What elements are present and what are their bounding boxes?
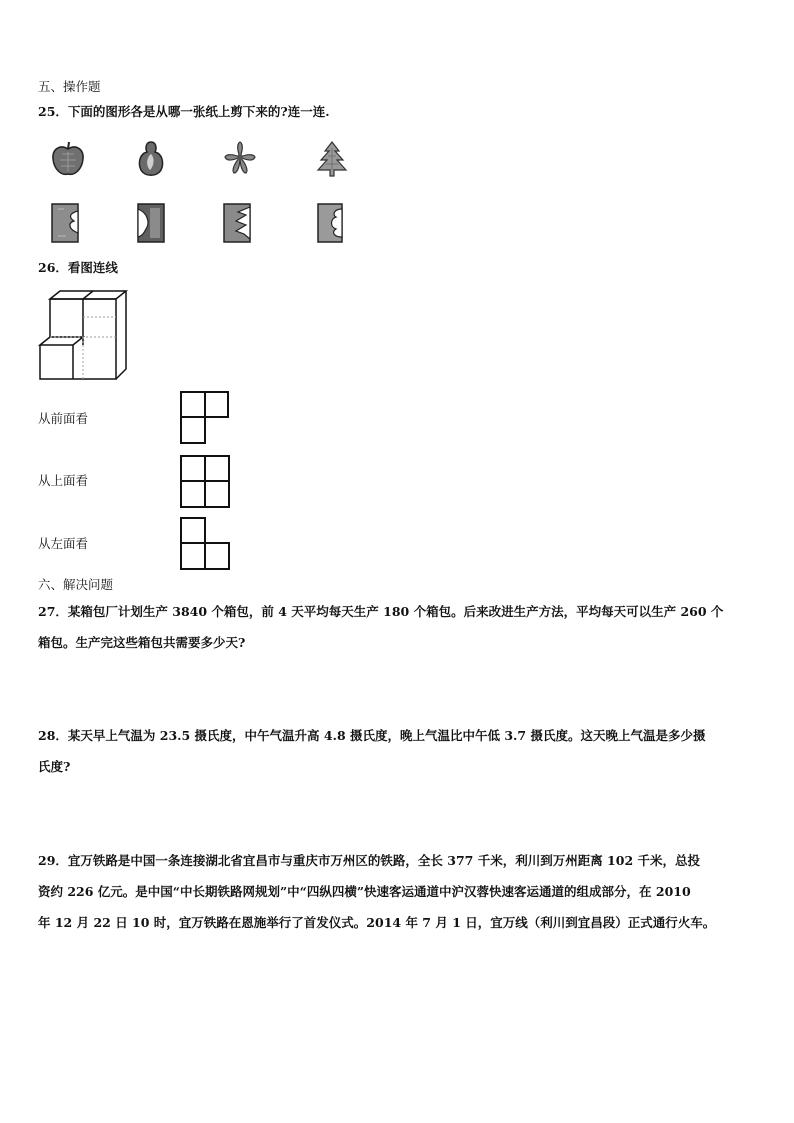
view-label-front: 从前面看	[38, 411, 89, 426]
question-26-text: 26．看图连线	[38, 260, 118, 275]
folded-paper-a-icon	[50, 203, 82, 243]
question-29-line-3: 年 12 月 22 日 10 时，宜万铁路在恩施举行了首发仪式。2014 年 7 月 1 日，宜万线（利川到宜昌段）正式通行火车。	[38, 915, 716, 930]
left-view-grid	[180, 517, 232, 571]
view-label-left: 从左面看	[38, 536, 89, 551]
question-25-text: 25．下面的图形各是从哪一张纸上剪下来的?连一连.	[38, 104, 330, 119]
section-title-6: 六、解决问题	[38, 577, 114, 592]
folded-paper-c-icon	[222, 203, 254, 243]
top-view-grid	[180, 455, 232, 509]
folded-paper-d-icon	[314, 203, 346, 243]
question-28-line-1: 28．某天早上气温为 23.5 摄氏度，中午气温升高 4.8 摄氏度，晚上气温比中午低 3.7 摄氏度。这天晚上气温是多少摄	[38, 728, 706, 743]
question-27-line-1: 27．某箱包厂计划生产 3840 个箱包，前 4 天平均每天生产 180 个箱包。后来改进生产方法，平均每天可以生产 260 个	[38, 604, 724, 619]
gourd-shape-icon	[136, 140, 166, 178]
front-view-grid	[180, 391, 230, 445]
question-29-line-2: 资约 226 亿元。是中国“中长期铁路网规划”中“四纵四横”快速客运通道中沪汉蓉快速客运通道的组成部分，在 2010	[38, 884, 691, 899]
apple-shape-icon	[50, 140, 86, 178]
section-title-5: 五、操作题	[38, 79, 101, 94]
folded-paper-b-icon	[136, 203, 168, 243]
question-27-line-2: 箱包。生产完这些箱包共需要多少天?	[38, 635, 246, 650]
view-label-top: 从上面看	[38, 473, 89, 488]
question-29-line-1: 29．宜万铁路是中国一条连接湖北省宜昌市与重庆市万州区的铁路，全长 377 千米，利川到万州距离 102 千米，总投	[38, 853, 700, 868]
flower-shape-icon	[222, 141, 258, 175]
tree-shape-icon	[314, 140, 350, 178]
question-28-line-2: 氏度?	[38, 759, 71, 774]
cube-stack-figure	[38, 289, 130, 383]
